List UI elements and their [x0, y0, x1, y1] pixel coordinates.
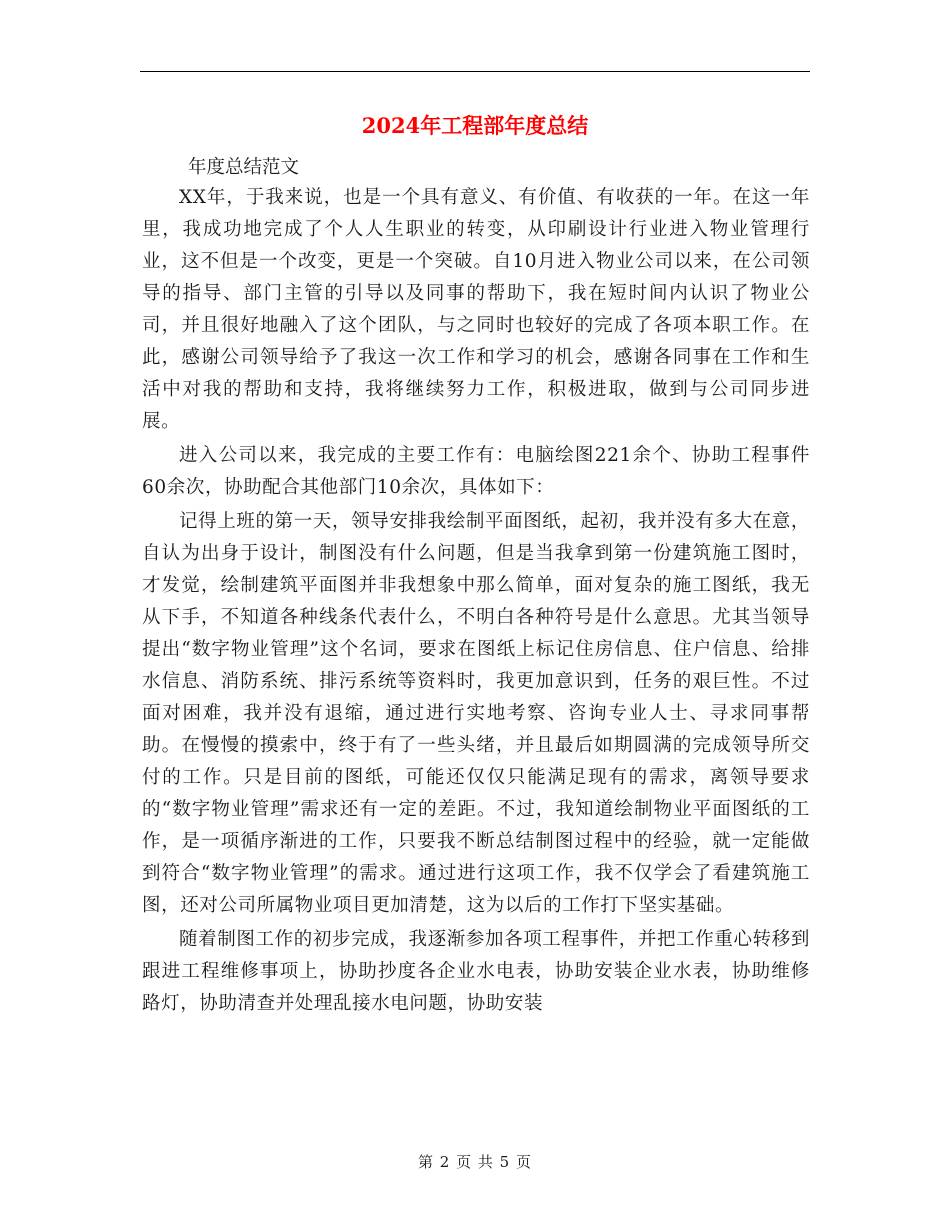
header-rule [140, 71, 810, 72]
document-title: 2024年工程部年度总结 [361, 113, 589, 138]
paragraph-engineering-work: 随着制图工作的初步完成，我逐渐参加各项工程事件，并把工作重心转移到跟进工程维修事项上，协助抄度各企业水电表，协助安装企业水表，协助维修路灯，协助清查并处理乱接水电问题，协助安装 [142, 929, 810, 1014]
paragraph-drawing-work: 记得上班的第一天，领导安排我绘制平面图纸，起初，我并没有多大在意，自认为出身于设计，制图没有什么问题，但是当我拿到第一份建筑施工图时，才发觉，绘制建筑平面图并非我想象中那么简单，面对复杂的施工图纸，我无从下手，不知道各种线条代表什么，不明白各种符号是什么意思。尤其当领导提出“数字物业管理”这个名词，要求在图纸上标记住房信息、住户信息、给排水信息、消防系统、排污系统等资料时，我更加意识到，任务的艰巨性。不过面对困难，我并没有退缩，通过进行实地考察、咨询专业人士、寻求同事帮助。在慢慢的摸索中，终于有了一些头绪，并且最后如期圆满的完成领导所交付的工作。只是目前的图纸，可能还仅仅只能满足现有的需求，离领导要求的“数字物业管理”需求还有一定的差距。不过，我知道绘制物业平面图纸的工作，是一项循序渐进的工作，只要我不断总结制图过程中的经验，就一定能做到符合“数字物业管理”的需求。通过进行这项工作，我不仅学会了看建筑施工图，还对公司所属物业项目更加清楚，这为以后的工作打下坚实基础。 [142, 511, 810, 916]
document-body [142, 182, 810, 1020]
paragraph-intro: XX年，于我来说，也是一个具有意义、有价值、有收获的一年。在这一年里，我成功地完成了个人人生职业的转变，从印刷设计行业进入物业管理行业，这不但是一个改变，更是一个突破。自10月进入物业公司以来，在公司领导的指导、部门主管的引导以及同事的帮助下，我在短时间内认识了物业公司，并且很好地融入了这个团队，与之同时也较好的完成了各项本职工作。在此，感谢公司领导给予了我这一次工作和学习的机会，感谢各同事在工作和生活中对我的帮助和支持，我将继续努力工作，积极进取，做到与公司同步进展。 [142, 187, 810, 432]
document-subtitle: 年度总结范文 [188, 157, 300, 178]
paragraph-summary: 进入公司以来，我完成的主要工作有：电脑绘图221余个、协助工程事件60余次，协助配合其他部门10余次，具体如下： [142, 445, 810, 498]
page-number: 第 2 页 共 5 页 [418, 1153, 532, 1171]
